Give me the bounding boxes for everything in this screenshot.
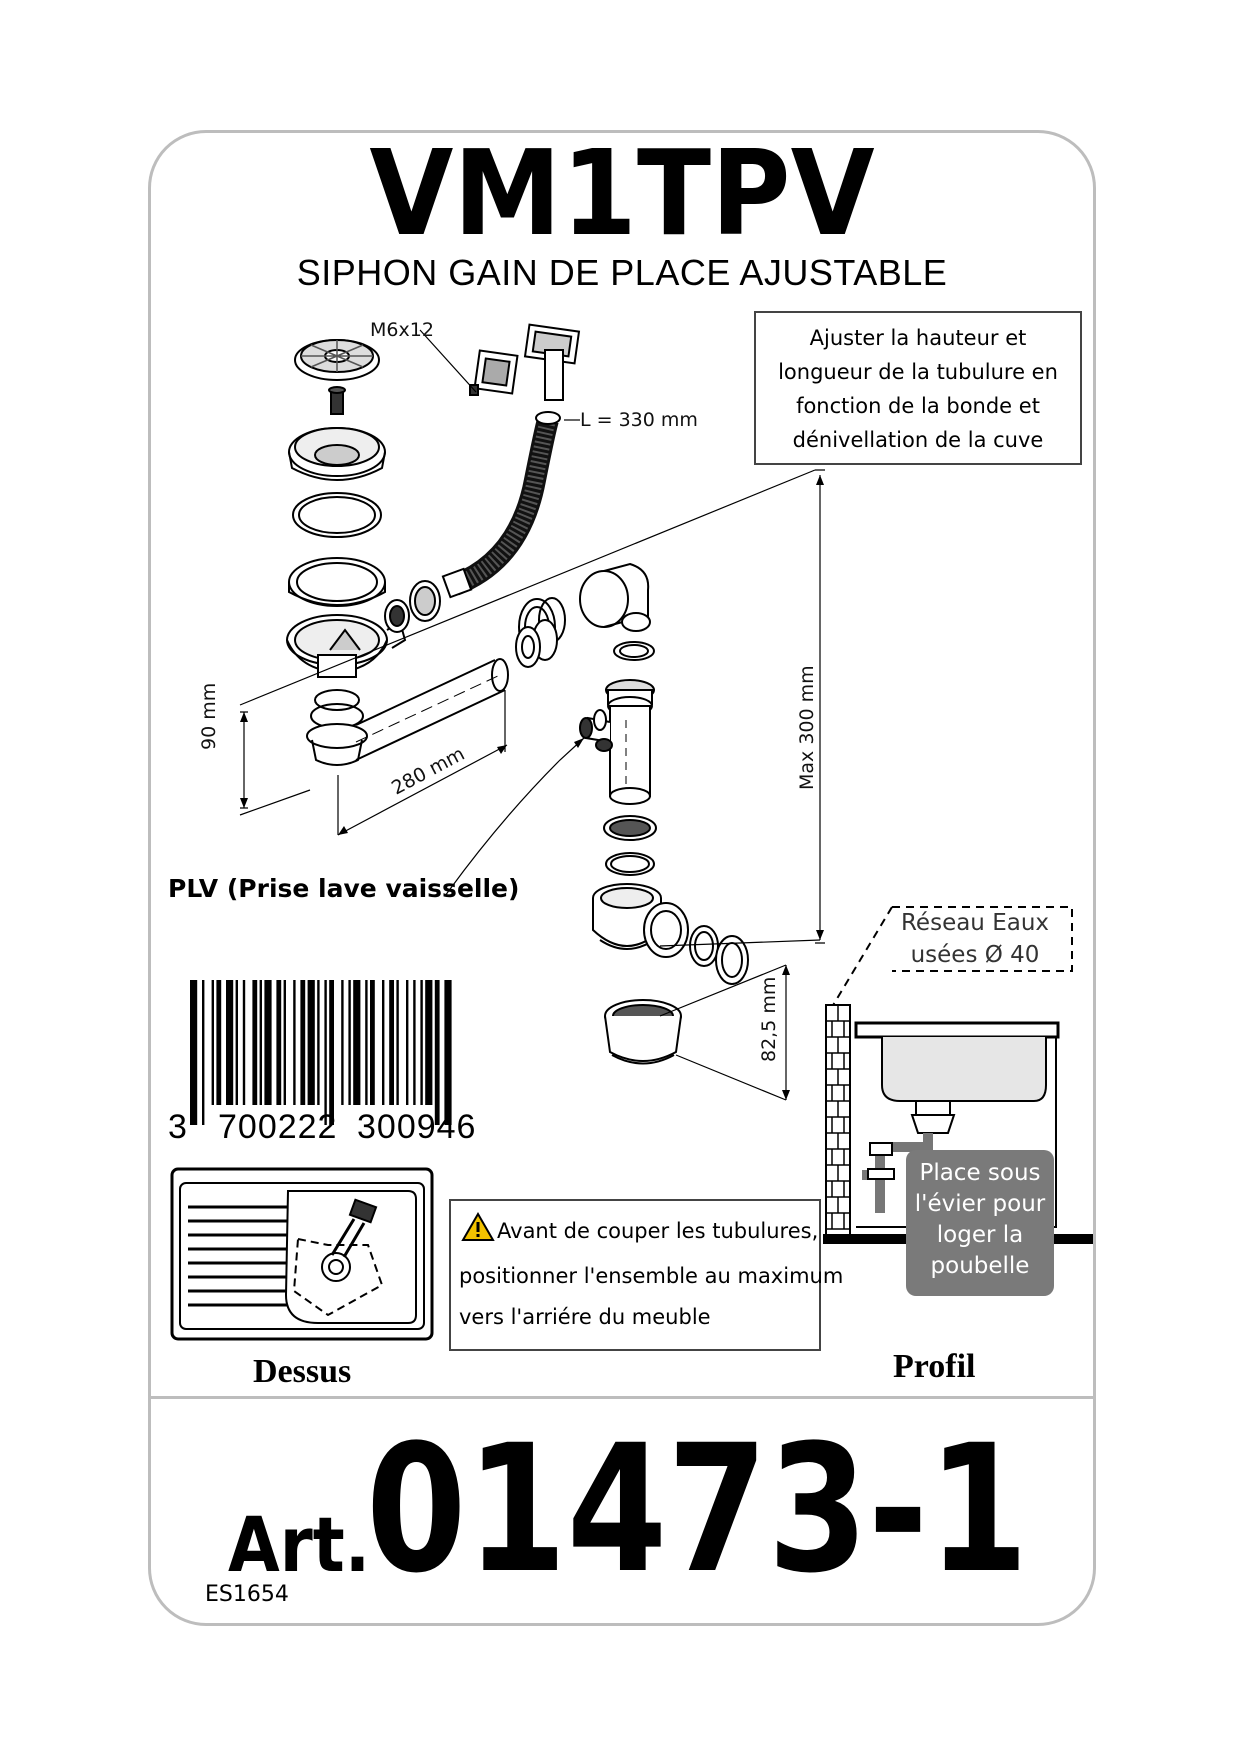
pipe-length-label: 280 mm [388, 742, 469, 800]
barcode-bar [243, 980, 245, 1105]
barcode-bar [293, 980, 295, 1105]
trap-depth-label: 82,5 mm [758, 976, 780, 1062]
flexible-hose [443, 412, 560, 597]
barcode-bar [413, 980, 415, 1105]
warning-line [459, 1211, 819, 1256]
bin-space-line: l'évier pour [914, 1191, 1046, 1217]
overflow-cover [470, 325, 579, 400]
barcode-bar [276, 980, 281, 1105]
barcode-bar [420, 980, 422, 1105]
product-subtitle: SIPHON GAIN DE PLACE AJUSTABLE [296, 252, 948, 293]
barcode-bar [308, 980, 315, 1105]
drain-network-line: usées Ø 40 [910, 942, 1040, 968]
barcode-bar [348, 980, 350, 1105]
horizontal-pipe [356, 659, 508, 760]
barcode-bar [389, 980, 394, 1105]
barcode-bar [435, 980, 440, 1125]
center-screw [329, 387, 345, 414]
rubber-seal [289, 558, 385, 606]
warning-triangle-icon [461, 1212, 495, 1256]
drain-network-label [877, 907, 1073, 971]
bottle-trap [593, 884, 748, 1064]
barcode-bar [260, 980, 262, 1105]
barcode-bar [396, 980, 398, 1105]
drain-network-line: Réseau Eaux [900, 910, 1050, 936]
article-number: 01473-1 [366, 1407, 1029, 1612]
hose-length-label: L = 330 mm [580, 409, 698, 431]
barcode-bar [370, 980, 375, 1105]
upper-trap [307, 690, 367, 765]
barcode-bar [264, 980, 271, 1105]
max-height-label: Max 300 mm [796, 665, 818, 790]
barcode-bar [425, 980, 432, 1105]
barcode-bar [317, 980, 319, 1105]
bin-space-line: loger la [936, 1222, 1024, 1248]
top-view-drawing [168, 1165, 436, 1343]
barcode-digit-lead: 3 [168, 1108, 188, 1146]
sink-flange [289, 428, 385, 480]
adjust-note-line: Ajuster la hauteur et [809, 326, 1027, 350]
height-dimension-label: 90 mm [198, 682, 220, 750]
barcode-bar [329, 980, 334, 1125]
top-view-caption: Dessus [253, 1353, 352, 1390]
warning-line-1: Avant de couper les tubulures, [497, 1219, 819, 1243]
barcode-bar [226, 980, 233, 1105]
reference-code: ES1654 [205, 1582, 289, 1607]
barcode-bar [216, 980, 221, 1105]
hose-nut [385, 581, 440, 632]
barcode-bar [300, 980, 305, 1105]
strainer-basket [295, 340, 379, 380]
barcode-digits-left: 700222 [218, 1108, 338, 1146]
adjust-note-line: longueur de la tubulure en [778, 360, 1058, 384]
warning-note [449, 1199, 844, 1351]
barcode-bar [252, 980, 257, 1105]
barcode-bar [341, 980, 343, 1105]
adjust-note-line: fonction de la bonde et [796, 394, 1040, 418]
barcode-bar [406, 980, 408, 1105]
barcode-bar [202, 980, 204, 1125]
barcode-bar [353, 980, 360, 1105]
barcode-bar [382, 980, 384, 1105]
barcode [190, 980, 500, 1125]
barcode-bar [212, 980, 214, 1105]
bin-space-line: Place sous [919, 1160, 1041, 1186]
warning-line-3: vers l'arriére du meuble [459, 1305, 711, 1329]
product-code: VM1TPV [369, 124, 875, 262]
gasket-ring [293, 493, 381, 537]
profile-view-caption: Profil [893, 1348, 976, 1385]
barcode-bar [284, 980, 286, 1105]
bin-space-line: poubelle [930, 1253, 1030, 1279]
adjust-note-line: dénivellation de la cuve [792, 428, 1044, 452]
bin-space-label [906, 1150, 1054, 1296]
screw-spec-label: M6x12 [370, 319, 434, 341]
barcode-bar [324, 980, 326, 1125]
warning-line-2: positionner l'ensemble au maximum [459, 1264, 844, 1288]
barcode-bar [365, 980, 367, 1105]
barcode-bar [236, 980, 238, 1105]
barcode-bar [444, 980, 451, 1125]
barcode-bar [190, 980, 197, 1125]
vertical-trap-stack [580, 642, 656, 875]
barcode-digits-right: 300946 [357, 1108, 477, 1146]
plv-label: PLV (Prise lave vaisselle) [168, 874, 520, 903]
article-prefix: Art. [228, 1500, 371, 1589]
